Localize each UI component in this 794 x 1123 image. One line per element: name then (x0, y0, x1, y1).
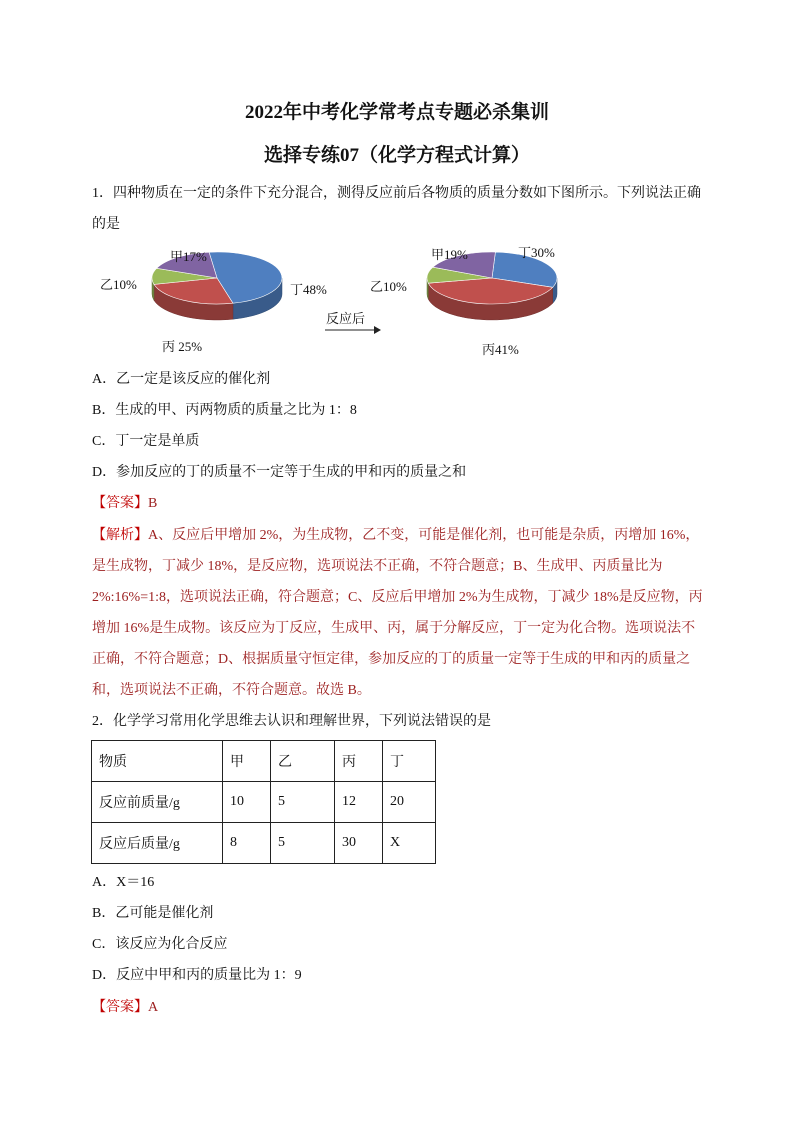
pie-data-label: 丁30% (518, 245, 555, 260)
q1-option-b: B．生成的甲、丙两物质的质量之比为 1：8 (92, 403, 357, 418)
document-title: 2022年中考化学常考点专题必杀集训 (244, 102, 549, 123)
q1-answer (92, 494, 157, 514)
q1-option-a: A．乙一定是该反应的催化剂 (92, 372, 271, 387)
table-cell: 20 (383, 782, 436, 823)
table-cell: 5 (271, 823, 335, 864)
table-cell: 5 (271, 782, 335, 823)
q1-pie-charts (92, 240, 652, 370)
q2-option-d: D．反应中甲和丙的质量比为 1：9 (92, 968, 302, 983)
q2-option-b: B．乙可能是催化剂 (92, 906, 214, 921)
answer-label: 【答案】 (92, 496, 148, 511)
q1-stem-line1: 1．四种物质在一定的条件下充分混合，测得反应前后各物质的质量分数如下图所示。下列说法正确 (92, 186, 701, 201)
table-cell: 10 (223, 782, 271, 823)
q1-option-c: C．丁一定是单质 (92, 434, 200, 449)
q1-analysis-line4: 增加 16%是生成物。该反应为丁反应，生成甲、丙，属于分解反应，丁一定为化合物。选项说法不 (92, 621, 696, 636)
q1-analysis-line2: 是生成物，丁减少 18%，是反应物，选项说法不正确，不符合题意；B、生成甲、丙质量比为 (92, 559, 663, 574)
pie-data-label: 乙10% (100, 277, 137, 292)
arrow-label: 反应后 (326, 311, 366, 326)
answer-label: 【答案】 (92, 1000, 148, 1015)
table-cell: 物质 (92, 741, 223, 782)
answer-value: A (148, 1000, 159, 1015)
analysis-text: A、反应后甲增加 2%，为生成物，乙不变，可能是催化剂，也可能是杂质，丙增加 16%， (148, 528, 700, 543)
q2-stem: 2．化学学习常用化学思维去认识和理解世界，下列说法错误的是 (92, 714, 491, 729)
q1-option-d: D．参加反应的丁的质量不一定等于生成的甲和丙的质量之和 (92, 465, 467, 480)
q1-analysis-line6: 和，选项说法不正确，不符合题意。故选 B。 (92, 683, 371, 698)
table-cell: 乙 (271, 741, 335, 782)
q1-analysis-line5: 正确，不符合题意；D、根据质量守恒定律，参加反应的丁的质量一定等于生成的甲和丙的质量之 (92, 652, 691, 667)
pie-data-label: 甲17% (170, 249, 207, 264)
table-header-row (92, 741, 436, 782)
table-cell: 丁 (383, 741, 436, 782)
table-cell: 12 (335, 782, 383, 823)
q1-analysis-line1 (92, 526, 699, 546)
pie-data-label: 丁48% (290, 282, 327, 297)
q1-analysis-line3: 2%:16%=1:8，选项说法正确，符合题意；C、反应后甲增加 2%为生成物，丁减少 18%是反应物，丙 (92, 590, 703, 605)
pie-data-label: 丙41% (482, 342, 519, 357)
table-cell: 8 (223, 823, 271, 864)
pie-data-label: 丙 25% (162, 339, 203, 354)
table-cell: 反应前质量/g (92, 782, 223, 823)
pie-after (370, 245, 557, 357)
answer-value: B (148, 496, 158, 511)
analysis-label: 【解析】 (92, 528, 148, 543)
table-cell: 反应后质量/g (92, 823, 223, 864)
table-cell: 丙 (335, 741, 383, 782)
q2-option-c: C．该反应为化合反应 (92, 937, 228, 952)
table-cell: X (383, 823, 436, 864)
reaction-arrow (325, 326, 381, 334)
document-subtitle: 选择专练07（化学方程式计算） (263, 145, 530, 166)
pie-before (100, 249, 327, 354)
table-cell: 30 (335, 823, 383, 864)
table-cell: 甲 (223, 741, 271, 782)
q2-data-table (91, 740, 436, 864)
table-row (92, 823, 436, 864)
pie-data-label: 甲19% (431, 247, 468, 262)
q1-stem-line2: 的是 (92, 217, 120, 232)
q2-option-a: A．X＝16 (92, 875, 155, 890)
pie-data-label: 乙10% (370, 279, 407, 294)
q2-answer (92, 998, 158, 1018)
table-row (92, 782, 436, 823)
